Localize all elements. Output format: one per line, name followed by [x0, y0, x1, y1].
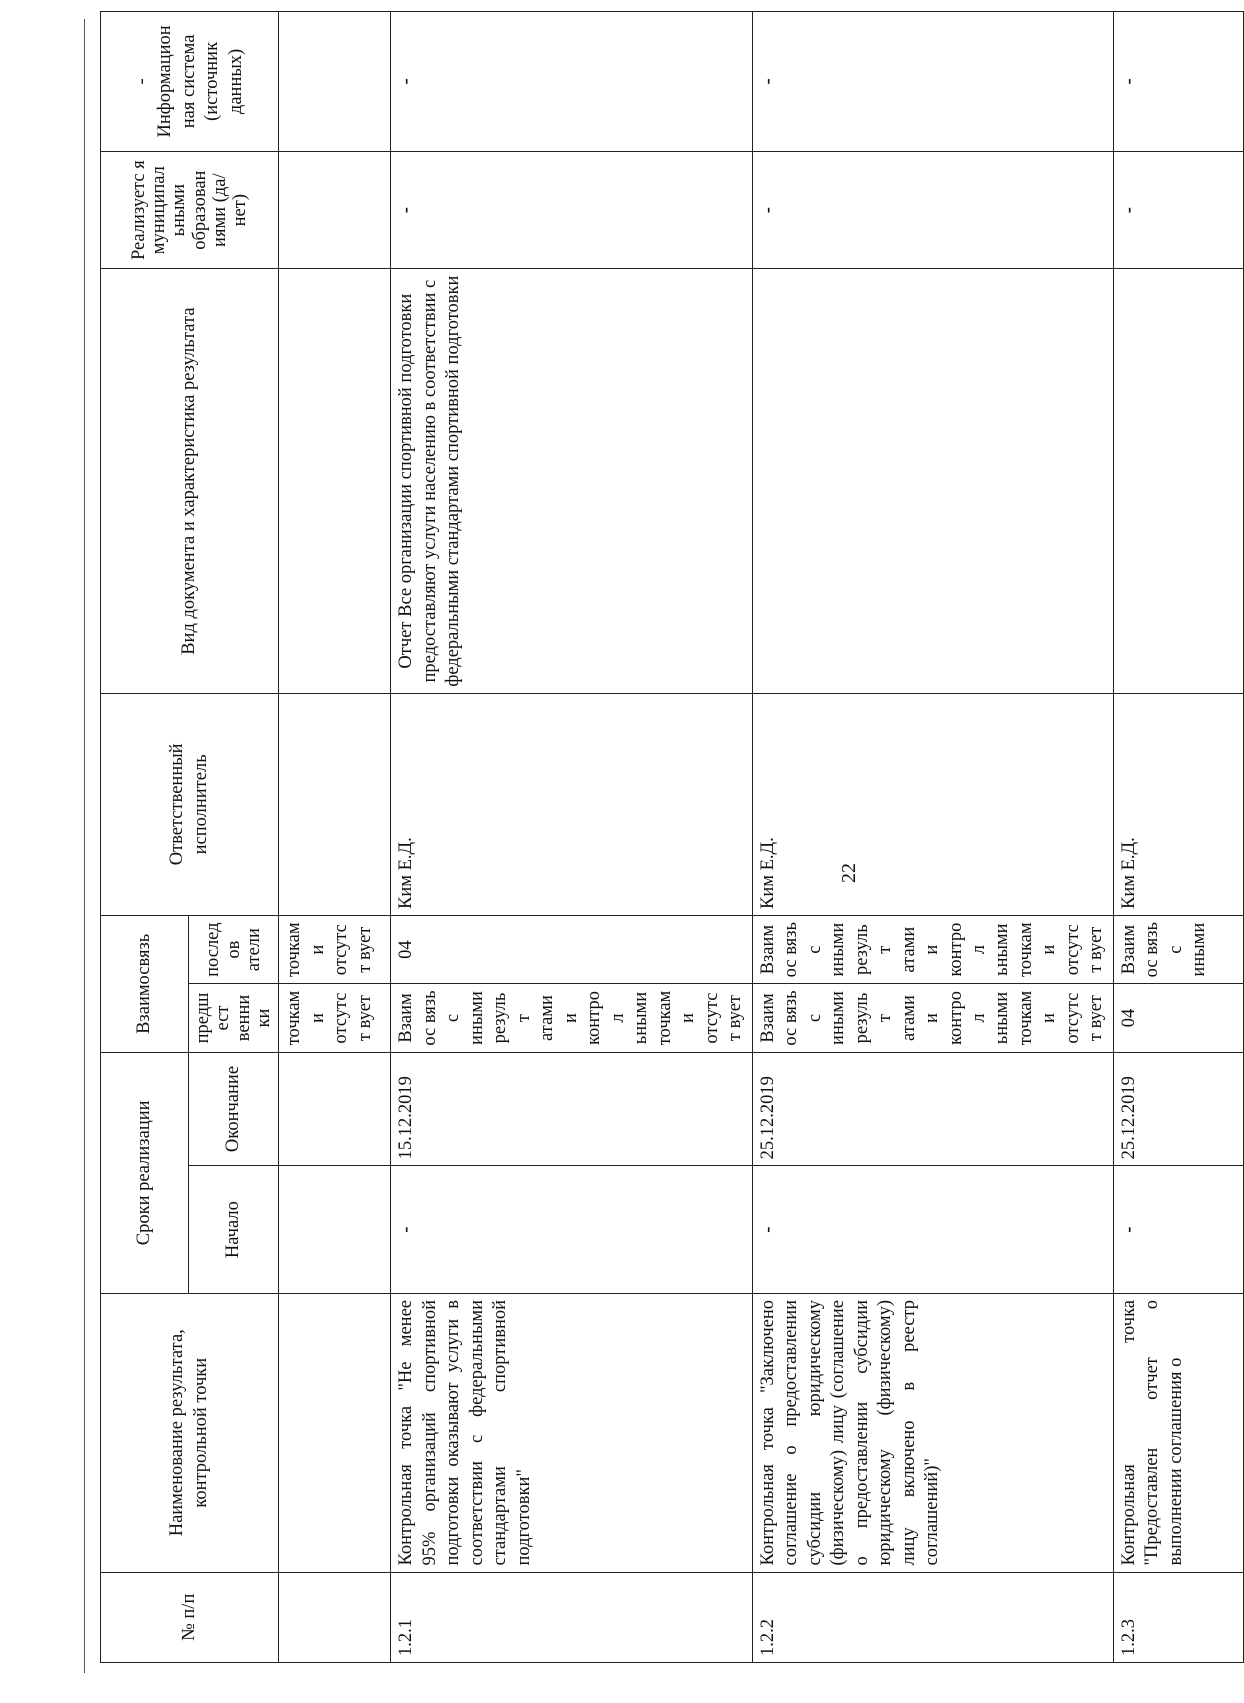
- page-edge-line: [84, 19, 85, 1673]
- row-end: 25.12.2019: [752, 1052, 1113, 1166]
- row-doc: [752, 269, 1113, 693]
- row-num: 1.2.2: [752, 1572, 1113, 1662]
- row-municipal: -: [752, 151, 1113, 269]
- row-start: -: [1113, 1166, 1243, 1294]
- row-pred: точками отсутст вует: [279, 984, 391, 1052]
- row-pred: Взаимос вязь с иными результ атами и контрол ьными точками отсутст вует: [752, 984, 1113, 1052]
- header-num: № п/п: [101, 1572, 279, 1662]
- row-doc: Отчет Все организации спортивной подготовки предоставляют услуги населению в соответствии с федеральными стандартами спортивной подготовки: [391, 269, 752, 693]
- row-infosys: -: [752, 12, 1113, 152]
- header-infosys: Информацион ная система (источник данных): [155, 25, 246, 138]
- header-responsible: Ответственный исполнитель: [101, 693, 279, 915]
- row-name: Контрольная точка "Не менее 95% организаций спортивной подготовки оказывают услуги в соответствии с федеральными стандартами спортивной подготовки": [391, 1294, 752, 1573]
- header-infosys-cell: [101, 12, 279, 152]
- header-pred: предшест венники: [189, 984, 279, 1052]
- row-municipal: -: [1113, 151, 1243, 269]
- row-start: [279, 1166, 391, 1294]
- row-name: Контрольная точка "Предоставлен отчет о выполнении соглашения о: [1113, 1294, 1243, 1573]
- header-relation: Взаимосвязь: [101, 915, 189, 1052]
- row-doc: [279, 269, 391, 693]
- control-points-table: [100, 11, 1244, 1663]
- header-municipal: Реализуетс я муниципал ьными образован иями (да/нет): [101, 151, 279, 269]
- header-doc: Вид документа и характеристика результата: [101, 269, 279, 693]
- row-start: -: [391, 1166, 752, 1294]
- row-responsible: Ким Е.Д.: [391, 693, 752, 915]
- row-num: 1.2.1: [391, 1572, 752, 1662]
- row-infosys: [279, 12, 391, 152]
- row-responsible: Ким Е.Д.: [1113, 693, 1243, 915]
- row-succ: Взаимос вязь с иными: [1113, 915, 1243, 983]
- row-succ: точками отсутст вует: [279, 915, 391, 983]
- row-end: [279, 1052, 391, 1166]
- table-row: [1113, 12, 1243, 1663]
- header-terms: Сроки реализации: [101, 1052, 189, 1293]
- table-row: [752, 12, 1113, 1663]
- row-name: Контрольная точка "Заключено соглашение о предоставлении субсидии юридическому (физическому) лицу (соглашение о предоставлении субсидии юридическому (физическому) лицу включено в реестр соглашений)": [752, 1294, 1113, 1573]
- table-row: [391, 12, 752, 1663]
- table-row: [279, 12, 391, 1663]
- row-succ: Взаимос вязь с иными результ атами и контрол ьными точками отсутст вует: [752, 915, 1113, 983]
- row-pred: 04: [1113, 984, 1243, 1052]
- header-infosys-mark: -: [131, 78, 152, 85]
- row-responsible: [279, 693, 391, 915]
- row-num: [279, 1572, 391, 1662]
- row-responsible: Ким Е.Д.: [752, 693, 1113, 915]
- row-doc: [1113, 269, 1243, 693]
- row-infosys: -: [1113, 12, 1243, 152]
- row-start: -: [752, 1166, 1113, 1294]
- row-end: 25.12.2019: [1113, 1052, 1243, 1166]
- header-succ: последов атели: [189, 915, 279, 983]
- row-num: 1.2.3: [1113, 1572, 1243, 1662]
- row-end: 15.12.2019: [391, 1052, 752, 1166]
- page-number: 22: [838, 863, 860, 883]
- row-pred: Взаимос вязь с иными результ атами и контрол ьными точками отсутст вует: [391, 984, 752, 1052]
- header-row-1: [101, 12, 189, 1663]
- header-end: Окончание: [189, 1052, 279, 1166]
- header-start: Начало: [189, 1166, 279, 1294]
- row-name: [279, 1294, 391, 1573]
- row-municipal: -: [391, 151, 752, 269]
- header-name: Наименование результата, контрольной точки: [101, 1294, 279, 1573]
- row-succ: 04: [391, 915, 752, 983]
- row-infosys: -: [391, 12, 752, 152]
- row-municipal: [279, 151, 391, 269]
